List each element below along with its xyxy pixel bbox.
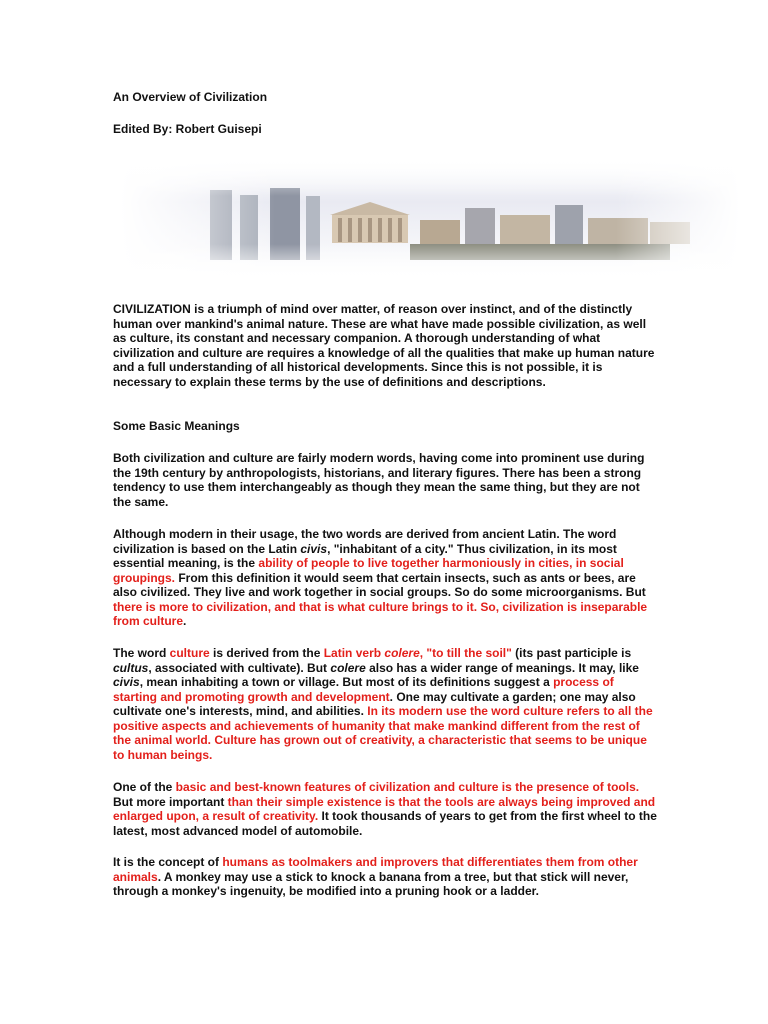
text-run: is derived from the [209,646,324,660]
paragraph-toolmakers [113,855,658,899]
highlighted-text: culture [169,646,210,660]
highlighted-text: , "to till the soil" [419,646,512,660]
city-banner-image [120,160,740,280]
text-run: , mean inhabiting a town or village. But most of its definitions suggest a [139,675,554,689]
highlighted-text: than their simple existence is that the tools are always being improved and enlarged upon, a result of creativity. [113,794,656,823]
paragraph-meanings: Both civilization and culture are fairly modern words, having come into prominent use during the 19th century by anthropologists, historians, and literary figures. There has been a strong tendency to use them interchangeably as though they mean the same thing, but they are not the same. [113,451,645,509]
text-run-italic: civis [113,675,140,689]
highlighted-text: humans as toolmakers and improvers that differentiates them from other animals [113,855,638,884]
paragraph-intro: CIVILIZATION is a triumph of mind over matter, of reason over instinct, and of the distinctly human over mankind's animal nature. These are what have made possible civilization, as well as culture, its constant and necessary companion. A thorough understanding of what civilization and culture are requires a knowledge of all the qualities that make up human nature and a full understanding of all historical developments. Since this is not possible, it is necessary to explain these terms by the use of definitions and descriptions. [113,302,655,389]
highlighted-text: process of starting and promoting growth and development [113,675,614,704]
text-run-italic: civis [300,541,328,556]
text-run: It is the concept of [113,855,223,869]
highlighted-text: there is more to civilization, and that is what culture brings to it. So, civilization is inseparable from culture [113,599,648,628]
text-run: (its past participle is [511,646,632,660]
section-heading: Some Basic Meanings [113,419,240,433]
document-author: Edited By: Robert Guisepi [113,122,262,136]
text-run: . A monkey may use a stick to knock a banana from a tree, but that stick will never, through a monkey's ingenuity, be modified into a pruning hook or a ladder. [113,869,629,898]
highlighted-text: In its modern use the word culture refers to all the positive aspects and achievements of humanity that make mankind different from the rest of the animal world. Culture has grown out of creativity, a characteristic that seems to be unique to human beings. [113,704,653,762]
highlighted-text-italic: colere [384,646,420,660]
paragraph-tools [113,780,658,838]
text-run: , "inhabitant of a city." Thus civilization, in its most essential meaning, is the [113,541,617,570]
paragraph-culture [113,646,658,762]
text-run: But more important [113,794,228,809]
document-title: An Overview of Civilization [113,90,268,104]
text-run: From this definition it would seem that certain insects, such as ants or bees, are also civilized. They live and work together in social groups. So do some microorganisms. But [113,570,646,599]
highlighted-text: Latin verb [323,646,385,660]
text-run-italic: colere [330,660,366,675]
paragraph-latin-origin [113,527,658,629]
text-run: , associated with cultivate). But [148,660,331,675]
text-run-italic: cultus [113,660,149,675]
highlighted-text: ability of people to live together harmoniously in cities, in social groupings. [113,556,624,585]
highlighted-text: basic and best-known features of civilization and culture is the presence of tools. [175,780,640,794]
text-run: . [183,614,187,628]
text-run: also has a wider range of meanings. It may, like [365,660,639,675]
text-run: One of the [113,780,176,794]
text-run: The word [113,646,170,660]
text-run: It took thousands of years to get from the first wheel to the latest, most advanced model of automobile. [113,809,657,838]
text-run: . One may cultivate a garden; one may also cultivate one's interests, mind, and abilities. [113,689,636,718]
text-run: Although modern in their usage, the two words are derived from ancient Latin. The word civilization is based on the Latin [113,527,617,556]
